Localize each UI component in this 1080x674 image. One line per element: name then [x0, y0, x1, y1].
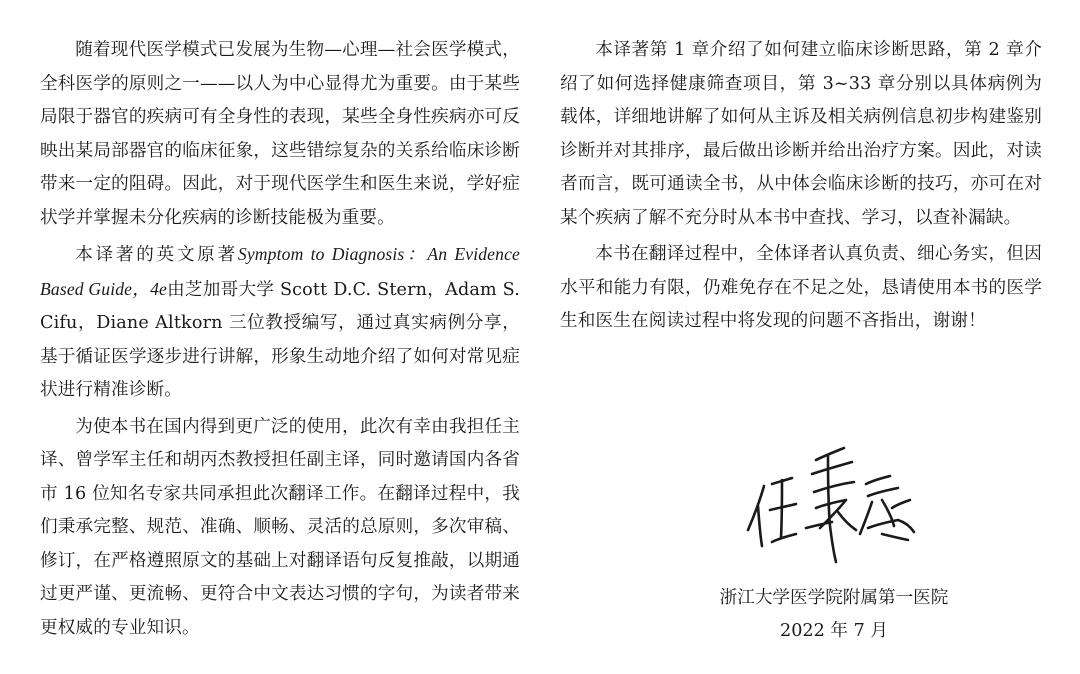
signature-date: 2022 年 7 月 — [780, 621, 888, 641]
paragraph-medical-model: 随着现代医学模式已发展为生物—心理—社会医学模式，全科医学的原则之一——以人为中心显得尤为重要。由于某些局限于器官的疾病可有全身性的表现，某些全身性疾病亦可反映出某局部器官的临床征象，这些错综复杂的关系给临床诊断带来一定的阻碍。因此，对于现代医学生和医生来说，学好症状学并掌握未分化疾病的诊断技能极为重要。 — [40, 40, 520, 228]
original-book-authors: 由芝加哥大学 Scott D.C. Stern，Adam S. Cifu，Diane Altkorn 三位教授编写，通过真实病例分享，基于循证医学逐步进行讲解，形象生动地介绍了如何对常见症状进行精准诊断。 — [40, 279, 520, 400]
handwritten-signature — [742, 438, 920, 568]
signature-drawing — [742, 438, 920, 568]
paragraph-original-book — [40, 238, 520, 408]
signature-organization: 浙江大学医学院附属第一医院 — [719, 588, 949, 608]
original-book-intro: 本译著的英文原著 — [75, 245, 238, 265]
right-column — [560, 34, 1042, 342]
paragraph-book-structure: 本译著第 1 章介绍了如何建立临床诊断思路，第 2 章介绍了如何选择健康筛查项目，第 3~33 章分别以具体病例为载体，详细地讲解了如何从主诉及相关病例信息初步构建鉴别诊断并对其排序，最后做出诊断并给出治疗方案。因此，对读者而言，既可通读全书，从中体会临床诊断的技巧，亦可在对某个疾病了解不充分时从本书中查找、学习，以查补漏缺。 — [560, 40, 1042, 228]
original-book-title: Symptom to Diagnosis：An Evidence Based Guide，4e — [40, 244, 520, 299]
paragraph-acknowledgement: 本书在翻译过程中，全体译者认真负责、细心务实，但因水平和能力有限，仍难免存在不足之处，恳请使用本书的医学生和医生在阅读过程中将发现的问题不吝指出，谢谢！ — [560, 244, 1042, 331]
left-column — [40, 34, 520, 648]
paragraph-translation-team: 为使本书在国内得到更广泛的使用，此次有幸由我担任主译、曾学军主任和胡丙杰教授担任副主译，同时邀请国内各省市 16 位知名专家共同承担此次翻译工作。在翻译过程中，我们秉承完整、规范、准确、顺畅、灵活的总原则，多次审稿、修订，在严格遵照原文的基础上对翻译语句反复推敲，以期通过更严谨、更流畅、更符合中文表达习惯的字句，为读者带来更权威的专业知识。 — [40, 416, 520, 638]
